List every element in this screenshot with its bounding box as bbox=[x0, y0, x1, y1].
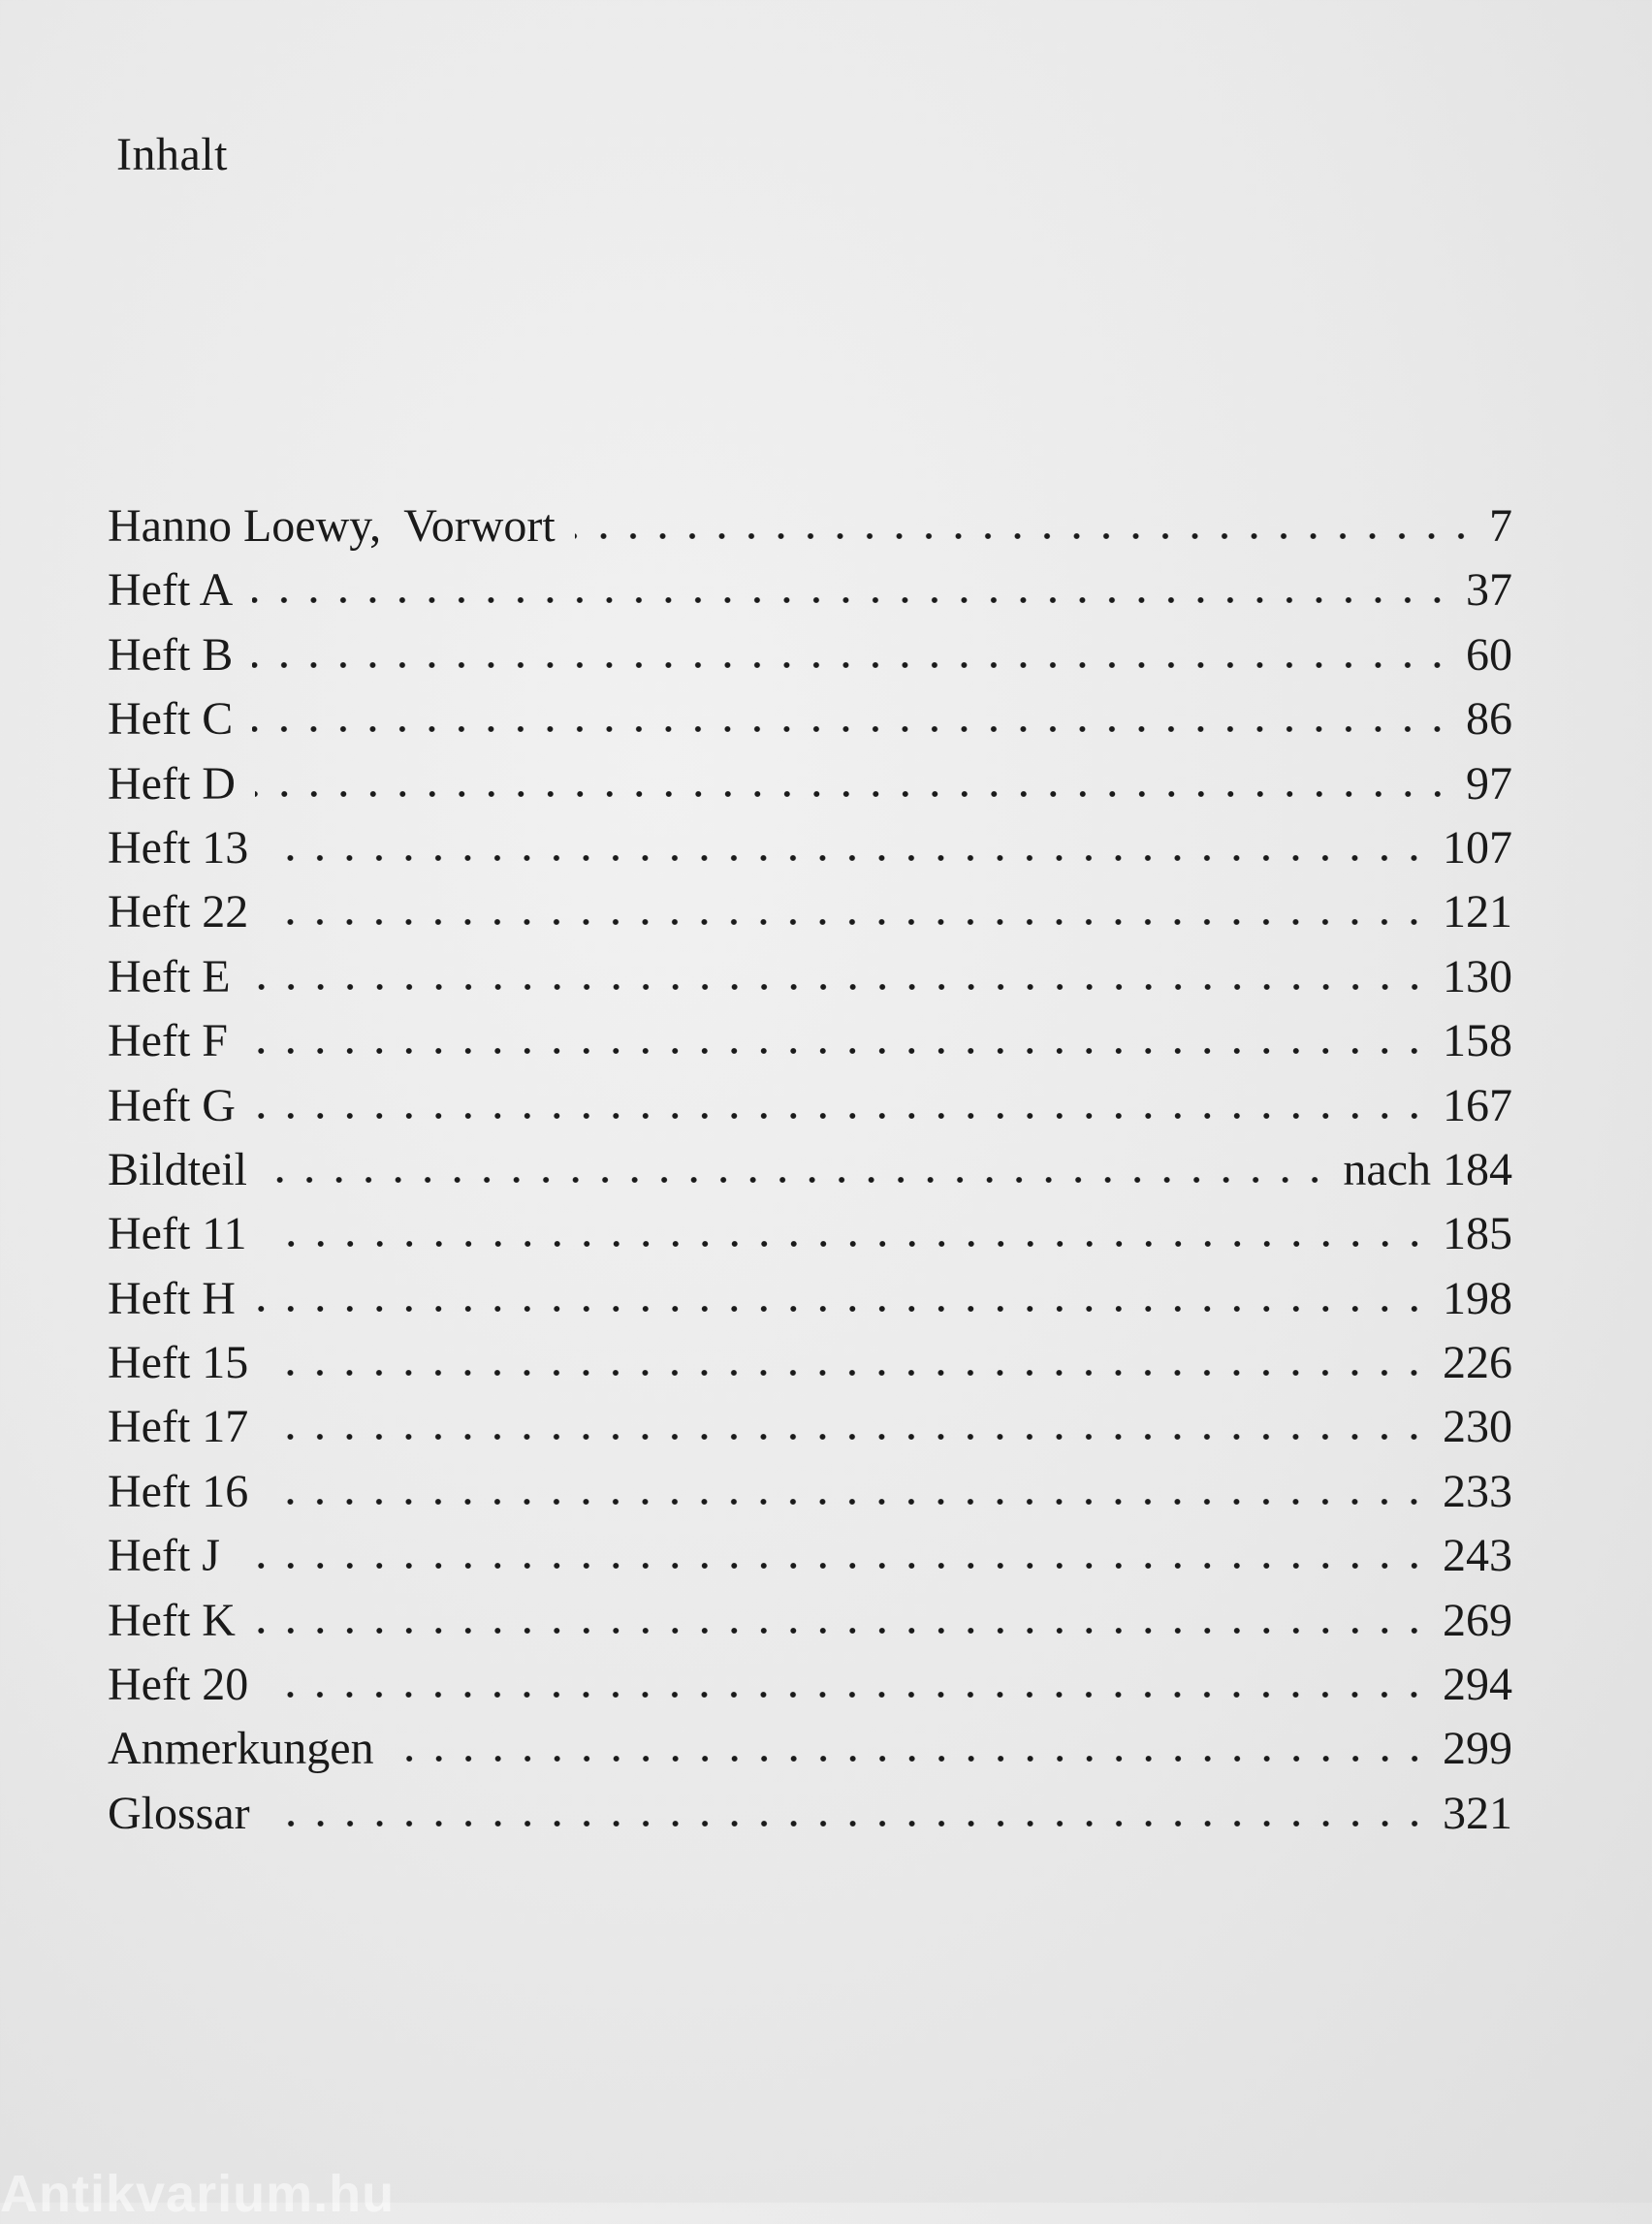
toc-entry bbox=[108, 1138, 1512, 1202]
dot-leader bbox=[239, 1561, 1429, 1571]
toc-entry bbox=[108, 945, 1512, 1009]
toc-entry-page: 130 bbox=[1443, 950, 1512, 1002]
toc-entry-title: Heft E bbox=[108, 950, 231, 1002]
toc-entry bbox=[108, 880, 1512, 944]
toc-entry-page: 269 bbox=[1443, 1594, 1512, 1646]
toc-entry-title: Heft F bbox=[108, 1015, 228, 1067]
toc-entry-page: 299 bbox=[1443, 1723, 1512, 1775]
toc-entry bbox=[108, 1653, 1512, 1717]
toc-entry bbox=[108, 558, 1512, 622]
dot-leader bbox=[255, 789, 1452, 799]
dot-leader bbox=[252, 724, 1452, 734]
toc-entry-title: Heft H bbox=[108, 1272, 236, 1324]
toc-entry-page: 243 bbox=[1443, 1530, 1512, 1582]
toc-entry bbox=[108, 1717, 1512, 1781]
dot-leader bbox=[270, 1819, 1429, 1828]
toc-entry-title: Heft C bbox=[108, 693, 234, 746]
toc-entry-title: Heft 15 bbox=[108, 1337, 249, 1389]
toc-entry bbox=[108, 1009, 1512, 1073]
toc-entry bbox=[108, 1074, 1512, 1138]
toc-entry-title: Heft G bbox=[108, 1079, 236, 1131]
dot-leader bbox=[268, 1432, 1429, 1442]
toc-entry-page: 167 bbox=[1443, 1079, 1512, 1131]
toc-entry bbox=[108, 1589, 1512, 1653]
toc-entry-page: 97 bbox=[1466, 757, 1512, 810]
toc-entry-page: 121 bbox=[1443, 886, 1512, 938]
toc-entry-title: Heft 20 bbox=[108, 1659, 249, 1711]
toc-entry-page: 226 bbox=[1443, 1337, 1512, 1389]
toc-entry-title: Heft D bbox=[108, 757, 236, 810]
toc-entry-title: Heft 11 bbox=[108, 1208, 247, 1260]
toc-entry-page: 294 bbox=[1443, 1659, 1512, 1711]
dot-leader bbox=[268, 853, 1429, 863]
toc-entry-page: 86 bbox=[1466, 693, 1512, 746]
toc-entry-title: Anmerkungen bbox=[108, 1723, 374, 1775]
toc-entry bbox=[108, 1782, 1512, 1846]
toc-entry-title: Heft 13 bbox=[108, 821, 249, 874]
toc-entry bbox=[108, 816, 1512, 880]
toc-entry bbox=[108, 494, 1512, 558]
toc-entry-title: Heft A bbox=[108, 564, 234, 617]
dot-leader bbox=[268, 1497, 1429, 1507]
dot-leader bbox=[247, 1046, 1429, 1056]
toc-entry-page: 7 bbox=[1489, 500, 1512, 552]
dot-leader bbox=[267, 1239, 1429, 1249]
dot-leader bbox=[250, 982, 1429, 992]
dot-leader bbox=[255, 1304, 1429, 1314]
toc-entry-title: Hanno Loewy, Vorwort bbox=[108, 500, 556, 552]
dot-leader bbox=[575, 531, 1476, 541]
dot-leader bbox=[394, 1754, 1429, 1763]
toc-entry-page: 198 bbox=[1443, 1272, 1512, 1324]
toc-entry-title: Heft B bbox=[108, 628, 234, 681]
toc-entry-page: 37 bbox=[1466, 564, 1512, 617]
toc-entry-page: 158 bbox=[1443, 1015, 1512, 1067]
dot-leader bbox=[268, 917, 1429, 927]
toc-entry-title: Heft K bbox=[108, 1594, 236, 1646]
toc-entry-title: Heft 17 bbox=[108, 1401, 249, 1453]
dot-leader bbox=[252, 660, 1452, 670]
toc-entry bbox=[108, 1202, 1512, 1266]
toc-entry-page: 107 bbox=[1443, 821, 1512, 874]
toc-entry bbox=[108, 1524, 1512, 1588]
toc-entry-page: 233 bbox=[1443, 1465, 1512, 1517]
dot-leader bbox=[255, 1111, 1429, 1121]
toc-entry-page: nach 184 bbox=[1343, 1143, 1512, 1195]
dot-leader bbox=[252, 595, 1452, 605]
toc-entry-title: Bildteil bbox=[108, 1143, 247, 1195]
toc-entry bbox=[108, 752, 1512, 816]
toc-entry-title: Heft 16 bbox=[108, 1465, 249, 1517]
toc-entry-page: 185 bbox=[1443, 1208, 1512, 1260]
toc-entry bbox=[108, 623, 1512, 687]
table-of-contents bbox=[108, 494, 1512, 1846]
dot-leader bbox=[255, 1626, 1429, 1636]
page-title: Inhalt bbox=[116, 129, 228, 180]
toc-entry-title: Heft J bbox=[108, 1530, 220, 1582]
toc-entry bbox=[108, 1331, 1512, 1395]
dot-leader bbox=[268, 1690, 1429, 1700]
toc-entry bbox=[108, 1395, 1512, 1459]
toc-entry bbox=[108, 1460, 1512, 1524]
toc-entry-page: 321 bbox=[1443, 1787, 1512, 1839]
toc-entry-page: 230 bbox=[1443, 1401, 1512, 1453]
dot-leader bbox=[267, 1175, 1329, 1185]
toc-entry bbox=[108, 687, 1512, 751]
toc-entry-page: 60 bbox=[1466, 628, 1512, 681]
watermark: Antikvarium.hu bbox=[0, 2165, 396, 2223]
toc-entry bbox=[108, 1267, 1512, 1331]
dot-leader bbox=[268, 1368, 1429, 1378]
toc-entry-title: Heft 22 bbox=[108, 886, 249, 938]
toc-entry-title: Glossar bbox=[108, 1787, 250, 1839]
